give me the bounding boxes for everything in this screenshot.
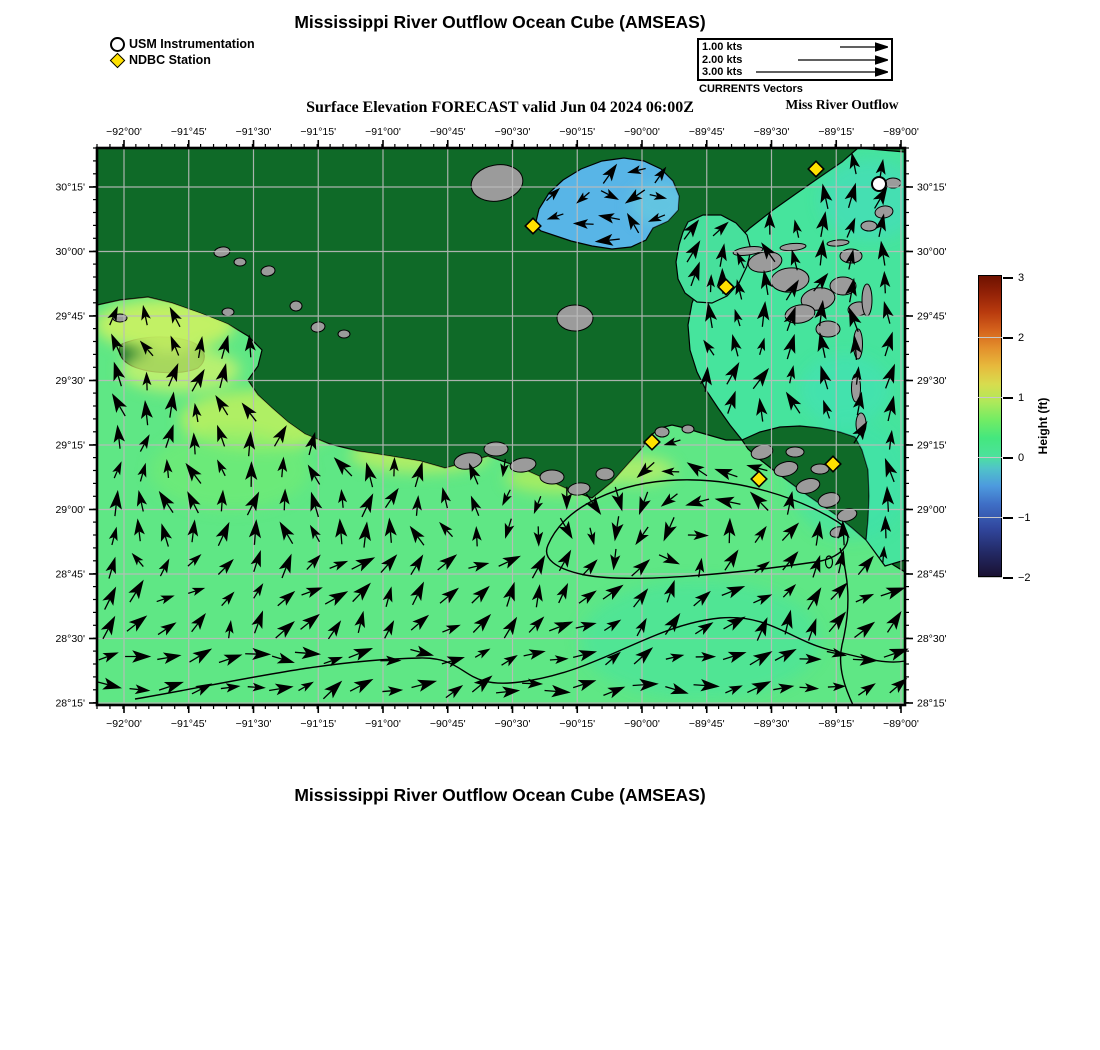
scale-label-2: 2.00 kts: [702, 53, 743, 66]
y-tick-label-left: 29°45': [55, 310, 85, 323]
usm-legend-label: USM Instrumentation: [129, 37, 255, 51]
y-tick-label-right: 30°15': [917, 181, 947, 194]
colorbar-tick-label: 3: [1018, 272, 1025, 284]
x-tick-label-bottom: −90°45': [429, 718, 466, 730]
x-tick-label-top: −91°00': [365, 126, 401, 138]
y-tick-label-right: 29°30': [917, 375, 947, 387]
x-tick-label-bottom: −89°00': [883, 718, 919, 730]
x-tick-label-bottom: −90°00': [624, 718, 660, 730]
x-tick-label-top: −90°15': [559, 126, 596, 138]
colorbar-tick: [1003, 577, 1013, 579]
scale-label-1: 1.00 kts: [702, 41, 743, 54]
colorbar-tick: [1003, 277, 1013, 279]
y-tick-label-left: 28°15': [55, 697, 85, 710]
colorbar-tick-label: −1: [1018, 512, 1031, 524]
colorbar-tick-label: 2: [1018, 332, 1025, 344]
currents-caption: CURRENTS Vectors: [699, 83, 803, 95]
x-tick-label-bottom: −92°00': [106, 718, 142, 730]
y-tick-label-left: 28°30': [55, 633, 85, 645]
y-tick-label-right: 29°45': [917, 310, 947, 323]
y-tick-label-left: 29°00': [55, 504, 85, 516]
figure-title: Mississippi River Outflow Ocean Cube (AMSEAS): [294, 12, 706, 32]
colorbar-tick: [1003, 517, 1013, 519]
y-tick-label-right: 28°45': [917, 568, 947, 581]
y-tick-label-right: 29°00': [917, 504, 947, 516]
colorbar-tick-label: −2: [1018, 572, 1031, 584]
x-tick-label-bottom: −91°00': [365, 718, 401, 730]
ndbc-legend-label: NDBC Station: [129, 53, 211, 67]
x-tick-label-top: −89°30': [753, 126, 790, 138]
y-tick-label-right: 28°15': [917, 697, 947, 710]
colorbar-gridline: [978, 517, 1002, 518]
x-tick-label-bottom: −89°45': [688, 718, 725, 730]
x-tick-label-bottom: −91°45': [170, 718, 207, 730]
colorbar-gridline: [978, 337, 1002, 338]
x-tick-label-bottom: −90°30': [494, 718, 531, 730]
y-tick-label-left: 30°00': [55, 246, 85, 258]
y-tick-label-left: 29°30': [55, 375, 85, 387]
y-tick-label-left: 29°15': [55, 439, 85, 452]
colorbar-gridline: [978, 577, 1002, 578]
x-tick-label-bottom: −91°30': [235, 718, 272, 730]
x-tick-label-top: −91°45': [170, 126, 207, 138]
x-tick-label-top: −91°30': [235, 126, 272, 138]
y-tick-label-left: 28°45': [55, 568, 85, 581]
y-tick-label-left: 30°15': [55, 181, 85, 194]
x-tick-label-top: −89°45': [688, 126, 725, 138]
colorbar-tick-label: 1: [1018, 392, 1025, 404]
x-tick-label-top: −89°00': [883, 126, 919, 138]
x-tick-label-top: −89°15': [818, 126, 855, 138]
colorbar-tick: [1003, 457, 1013, 459]
colorbar-gridline: [978, 457, 1002, 458]
colorbar-title: Height (ft): [1036, 397, 1050, 455]
x-tick-label-top: −91°15': [300, 126, 337, 138]
y-tick-label-right: 30°00': [917, 246, 947, 258]
x-tick-label-bottom: −89°15': [818, 718, 855, 730]
height-colorbar: [978, 275, 1002, 577]
miss-river-outflow-label: Miss River Outflow: [785, 97, 899, 112]
figure-title-bottom: Mississippi River Outflow Ocean Cube (AMSEAS): [294, 785, 706, 805]
x-tick-label-bottom: −89°30': [753, 718, 790, 730]
x-tick-label-top: −90°00': [624, 126, 660, 138]
forecast-subtitle: Surface Elevation FORECAST valid Jun 04 2024 06:00Z: [306, 99, 694, 116]
x-tick-label-top: −90°30': [494, 126, 531, 138]
usm-station-marker: [872, 177, 886, 191]
colorbar-tick: [1003, 337, 1013, 339]
colorbar-tick-label: 0: [1018, 452, 1025, 464]
y-tick-label-right: 28°30': [917, 633, 947, 645]
x-tick-label-top: −92°00': [106, 126, 142, 138]
x-tick-label-bottom: −90°15': [559, 718, 596, 730]
colorbar-tick: [1003, 397, 1013, 399]
colorbar-gridline: [978, 397, 1002, 398]
x-tick-label-bottom: −91°15': [300, 718, 337, 730]
x-tick-label-top: −90°45': [429, 126, 466, 138]
y-tick-label-right: 29°15': [917, 439, 947, 452]
scale-label-3: 3.00 kts: [702, 66, 743, 79]
